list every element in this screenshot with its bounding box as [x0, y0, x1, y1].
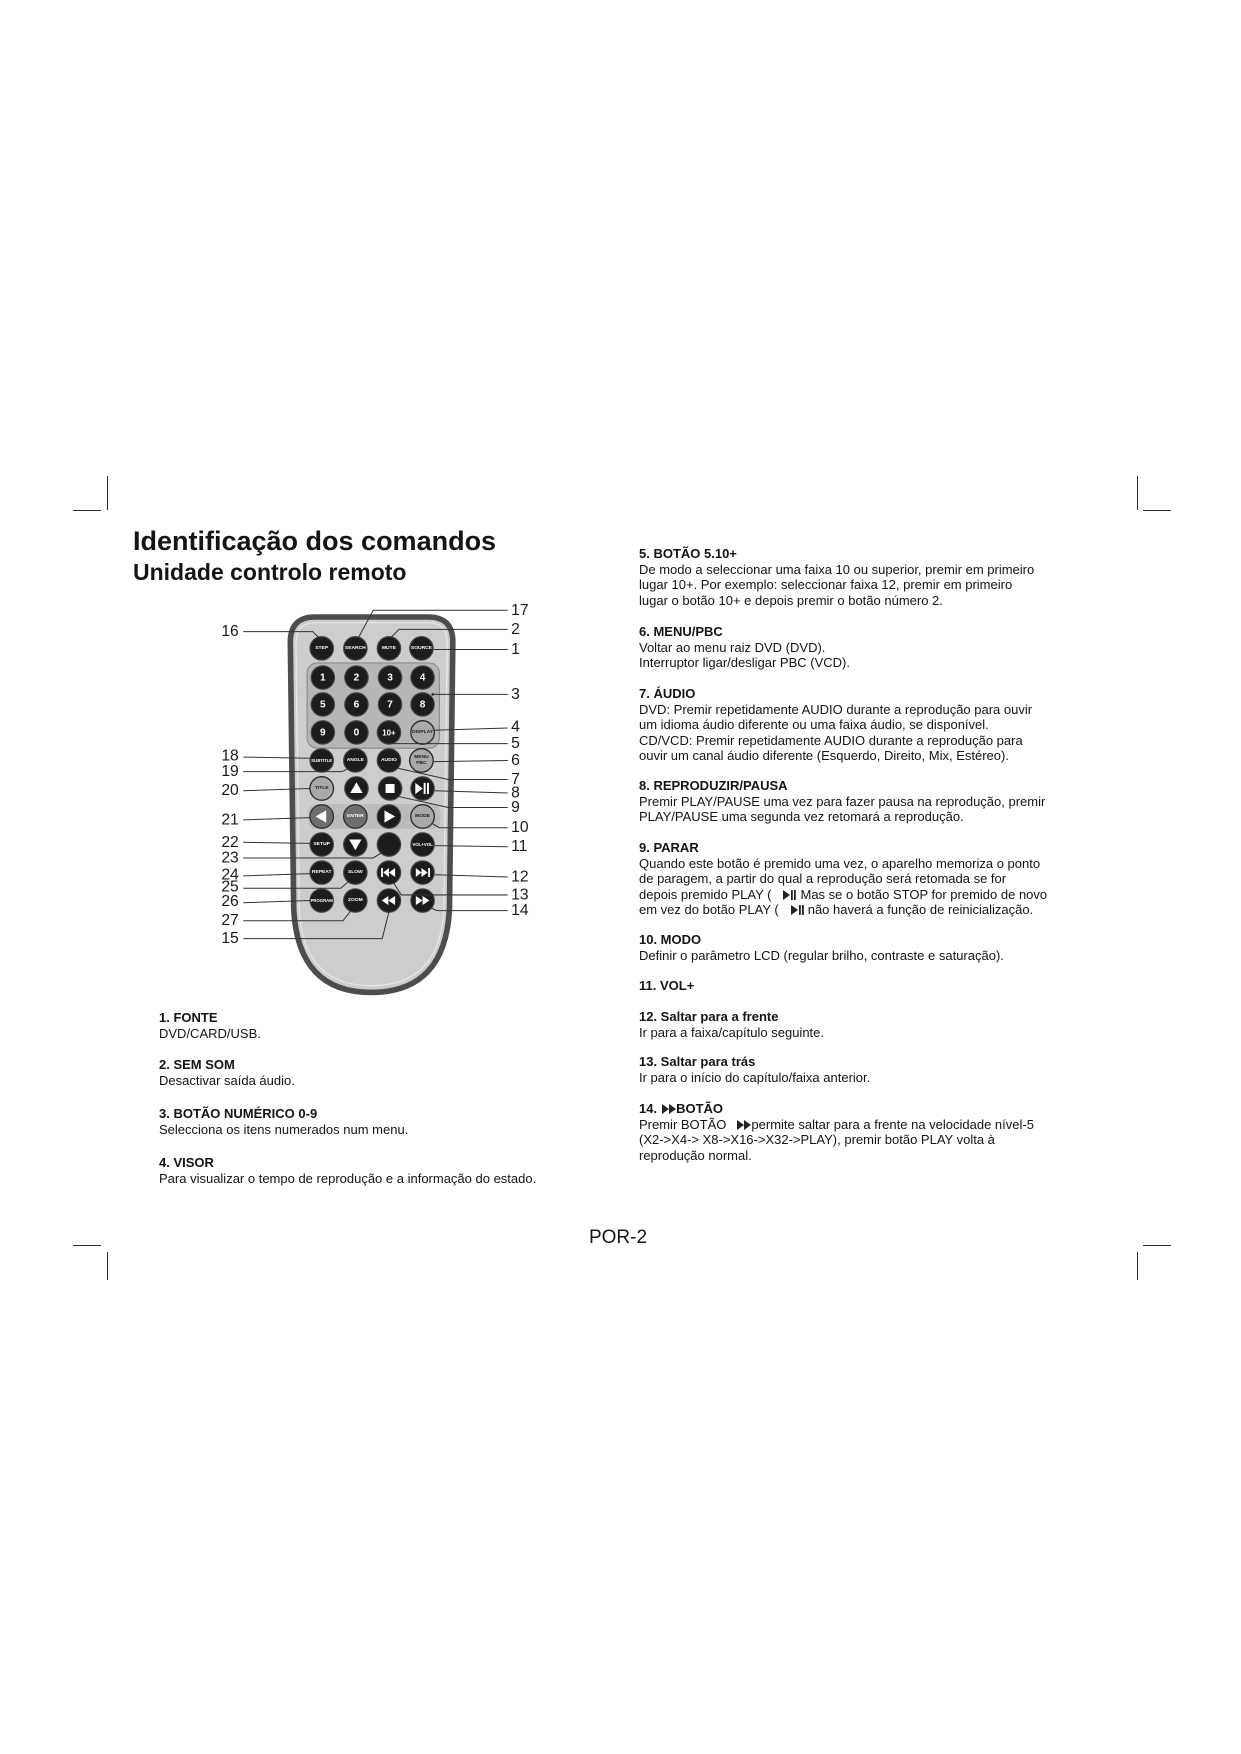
callout-13: 13 — [511, 886, 529, 904]
item-heading: 12. Saltar para a frente — [639, 1009, 779, 1024]
play-pause-icon — [791, 905, 805, 915]
enter-button — [344, 805, 368, 829]
svg-text:SLOW: SLOW — [347, 870, 363, 876]
item-heading: 14. BOTÃO — [639, 1101, 724, 1116]
number-5-button — [311, 693, 335, 717]
svg-text:7: 7 — [387, 699, 393, 711]
item-heading: 13. Saltar para trás — [639, 1054, 756, 1069]
callout-4: 4 — [511, 718, 520, 736]
svg-text:6: 6 — [353, 699, 360, 711]
callout-15: 15 — [221, 930, 239, 948]
item-line: lugar o botão 10+ e depois premir o botão número 2. — [639, 592, 943, 608]
number-6-button — [345, 693, 369, 717]
right-button — [377, 805, 401, 829]
svg-text:SUBTITLE: SUBTITLE — [311, 757, 333, 763]
svg-text:SOURCE: SOURCE — [410, 645, 432, 651]
number-3-button — [378, 666, 402, 690]
callout-20: 20 — [221, 782, 239, 800]
item-line: Definir o parâmetro LCD (regular brilho, contraste e saturação). — [639, 947, 1004, 963]
number-1-button — [311, 666, 335, 690]
svg-text:DISPLAY: DISPLAY — [412, 729, 434, 735]
down-button — [344, 833, 368, 857]
item-line: Interruptor ligar/desligar PBC (VCD). — [639, 655, 850, 670]
callout-25: 25 — [221, 878, 239, 896]
svg-text:3: 3 — [387, 672, 393, 684]
next-button — [411, 861, 435, 885]
svg-text:VOL+VOL: VOL+VOL — [412, 842, 433, 848]
item-line: Ir para o início do capítulo/faixa anterior. — [639, 1069, 871, 1085]
item-3 — [159, 1106, 408, 1138]
item-heading: 8. REPRODUZIR/PAUSA — [639, 778, 788, 793]
svg-text:PROGRAM: PROGRAM — [310, 898, 333, 904]
item-8 — [639, 778, 1045, 825]
item-line: em vez do botão PLAY ( não haverá a função de reinicialização. — [639, 902, 1034, 917]
number-0-button — [345, 721, 369, 745]
item-12 — [639, 1009, 824, 1040]
callout-12: 12 — [511, 868, 529, 886]
crop-mark-top-right-h — [1143, 510, 1171, 511]
item-5 — [639, 546, 1034, 608]
callout-19: 19 — [221, 763, 239, 781]
callout-22: 22 — [221, 833, 239, 851]
number-9-button — [311, 721, 335, 745]
number-2-button — [345, 666, 369, 690]
fast-forward-button — [411, 889, 435, 913]
svg-text:2: 2 — [353, 672, 360, 684]
svg-text:ANGLE: ANGLE — [346, 757, 364, 763]
callout-6: 6 — [511, 751, 520, 769]
item-line: Premir BOTÃO permite saltar para a frente na velocidade nível-5 — [639, 1116, 1034, 1132]
item-line: Selecciona os itens numerados num menu. — [159, 1122, 409, 1137]
rewind-button — [377, 889, 401, 913]
left-button — [310, 805, 334, 829]
item-line: Ir para a faixa/capítulo seguinte. — [639, 1024, 825, 1040]
svg-text:9: 9 — [320, 727, 326, 739]
callout-8: 8 — [511, 784, 520, 802]
svg-text:4: 4 — [419, 672, 426, 684]
item-heading: 4. VISOR — [159, 1155, 214, 1170]
item-heading: 11. VOL+ — [639, 978, 695, 993]
item-line: Voltar ao menu raiz DVD (DVD). — [639, 639, 826, 655]
svg-text:5: 5 — [320, 699, 326, 711]
item-2 — [159, 1057, 295, 1089]
callout-2: 2 — [511, 620, 520, 638]
display-button — [411, 721, 435, 745]
svg-text:PBC: PBC — [416, 761, 427, 767]
callout-11: 11 — [511, 838, 528, 856]
svg-text:10+: 10+ — [382, 728, 396, 738]
item-heading: 10. MODO — [639, 932, 702, 947]
callout-21: 21 — [221, 811, 239, 829]
item-line: PLAY/PAUSE uma segunda vez retomará a reprodução. — [639, 809, 964, 824]
play-pause-button — [411, 777, 435, 801]
item-line: reprodução normal. — [639, 1147, 752, 1163]
mode-button — [411, 805, 435, 829]
item-line: DVD/CARD/USB. — [159, 1026, 261, 1041]
up-button — [345, 777, 369, 801]
play-pause-icon — [783, 890, 797, 900]
menu-pbc-button — [410, 749, 434, 773]
subtitle-button — [310, 749, 334, 773]
number-8-button — [411, 693, 435, 717]
callout-9: 9 — [511, 799, 520, 817]
item-6 — [639, 624, 850, 671]
item-line: DVD: Premir repetidamente AUDIO durante a reprodução para ouvir — [639, 701, 1033, 717]
item-heading: 9. PARAR — [639, 840, 699, 855]
item-13 — [639, 1054, 870, 1085]
callout-5: 5 — [511, 735, 520, 753]
item-line: De modo a seleccionar uma faixa 10 ou superior, premir em primeiro — [639, 561, 1035, 577]
item-line: CD/VCD: Premir repetidamente AUDIO durante a reprodução para — [639, 732, 1023, 748]
item-10 — [639, 932, 1004, 963]
svg-text:0: 0 — [353, 727, 360, 739]
item-4 — [159, 1155, 536, 1187]
item-7 — [639, 686, 1032, 764]
item-line: Para visualizar o tempo de reprodução e a informação do estado. — [159, 1171, 537, 1186]
svg-text:STEP: STEP — [315, 645, 329, 651]
slow-button — [344, 861, 368, 885]
program-button — [310, 889, 334, 913]
item-14 — [639, 1101, 1034, 1163]
crop-mark-top-left-v — [107, 476, 108, 510]
item-line: Premir PLAY/PAUSE uma vez para fazer pausa na reprodução, premir — [639, 793, 1046, 809]
callout-23: 23 — [221, 849, 239, 867]
svg-text:SETUP: SETUP — [313, 842, 330, 848]
item-line: lugar 10+. Por exemplo: seleccionar faixa 12, premir em primeiro — [639, 577, 1013, 592]
source-button — [410, 637, 434, 661]
item-line: Quando este botão é premido uma vez, o aparelho memoriza o ponto — [639, 855, 1041, 871]
fast-forward-icon — [737, 1120, 751, 1130]
stop-icon — [386, 784, 395, 793]
item-heading: 2. SEM SOM — [159, 1057, 235, 1072]
svg-text:1: 1 — [320, 672, 326, 684]
item-heading: 6. MENU/PBC — [639, 624, 723, 639]
item-line: de paragem, a partir do qual a reprodução será retomada se for — [639, 871, 1007, 886]
svg-text:8: 8 — [419, 699, 426, 711]
item-heading: 7. ÁUDIO — [639, 686, 696, 701]
callout-7: 7 — [511, 771, 520, 789]
step-button — [310, 637, 334, 661]
setup-button — [310, 833, 334, 857]
svg-text:TITLE: TITLE — [314, 785, 329, 791]
callout-1: 1 — [511, 641, 520, 659]
callout-10: 10 — [511, 819, 529, 837]
item-1 — [159, 1010, 261, 1042]
search-button — [344, 637, 368, 661]
svg-text:MODE: MODE — [415, 813, 430, 819]
svg-text:REPEAT: REPEAT — [311, 870, 332, 876]
volume-button — [411, 833, 435, 857]
remote-control-diagram — [213, 599, 538, 997]
svg-text:MUTE: MUTE — [381, 645, 396, 651]
page-subtitle: Unidade controlo remoto — [133, 559, 407, 585]
crop-mark-bottom-left-v — [107, 1252, 108, 1280]
item-11 — [639, 978, 694, 994]
callout-27: 27 — [221, 912, 239, 930]
zoom-button — [344, 889, 368, 913]
crop-mark-top-left-h — [73, 510, 101, 511]
item-heading: 3. BOTÃO NUMÉRICO 0-9 — [159, 1106, 318, 1121]
item-line: Desactivar saída áudio. — [159, 1073, 295, 1088]
item-line: (X2->X4-> X8->X16->X32->PLAY), premir botão PLAY volta à — [639, 1132, 995, 1147]
crop-mark-bottom-right-v — [1137, 1252, 1138, 1280]
item-heading: 5. BOTÃO 5.10+ — [639, 546, 737, 561]
callout-16: 16 — [221, 623, 239, 641]
item-line: ouvir um canal áudio diferente (Esquerdo, Direito, Mix, Estéreo). — [639, 748, 1009, 763]
item-9 — [639, 840, 1047, 918]
item-line: depois premido PLAY ( Mas se o botão STOP for premido de novo — [639, 886, 1048, 902]
svg-text:ZOOM: ZOOM — [347, 898, 363, 904]
callout-17: 17 — [511, 601, 529, 619]
previous-button — [377, 861, 401, 885]
svg-text:SEARCH: SEARCH — [344, 645, 366, 651]
svg-text:ENTER: ENTER — [346, 813, 364, 819]
audio-button — [377, 749, 401, 773]
callout-18: 18 — [221, 747, 239, 765]
item-heading: 1. FONTE — [159, 1010, 218, 1025]
callout-26: 26 — [221, 893, 239, 911]
svg-text:MENU: MENU — [414, 755, 429, 761]
svg-text:AUDIO: AUDIO — [381, 757, 397, 763]
page-number: POR-2 — [588, 1227, 648, 1248]
fast-forward-icon — [662, 1104, 676, 1114]
callout-14: 14 — [511, 902, 529, 920]
callout-3: 3 — [511, 685, 520, 703]
number-7-button — [378, 693, 402, 717]
number-4-button — [411, 666, 435, 690]
ten-plus-button — [377, 721, 401, 745]
callout-24: 24 — [221, 866, 239, 884]
leader-3-dot — [431, 693, 434, 696]
mute-button — [377, 637, 401, 661]
crop-mark-top-right-v — [1137, 476, 1138, 510]
page-title: Identificação dos comandos — [133, 526, 497, 556]
item-line: um idioma áudio diferente ou uma faixa áudio, se disponível. — [639, 717, 989, 732]
title-button — [310, 777, 334, 801]
repeat-button — [310, 861, 334, 885]
